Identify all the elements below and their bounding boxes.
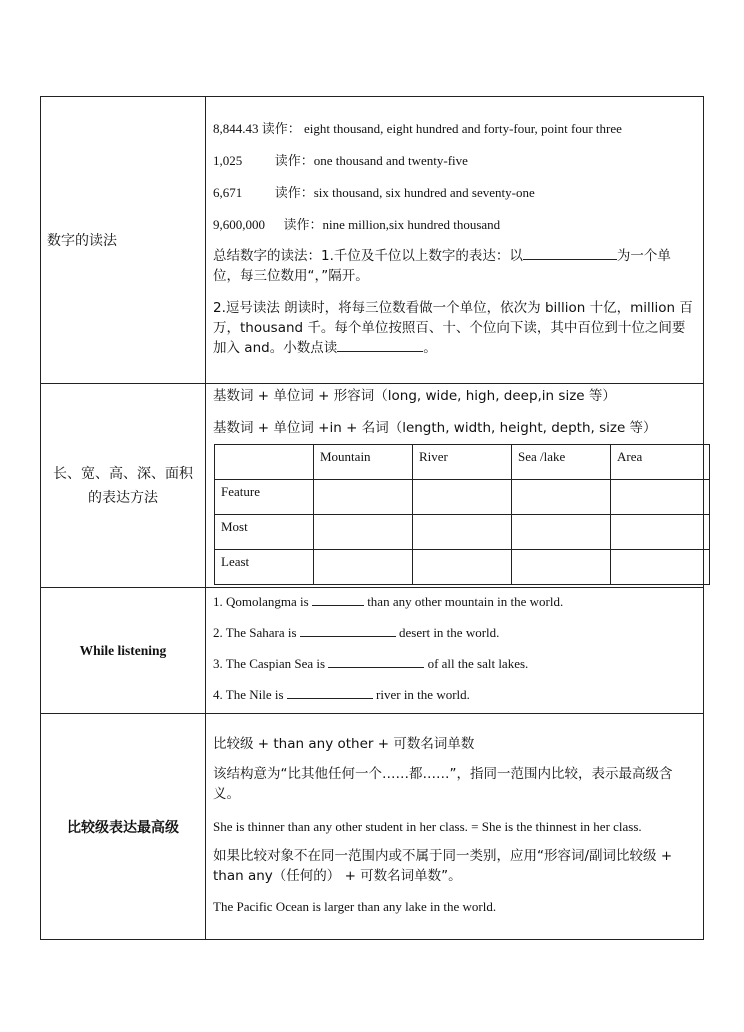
fill-in-blank: [523, 247, 617, 260]
dimensions-content: [206, 384, 704, 588]
header-sea-lake: Sea /lake: [512, 445, 611, 480]
summary-rule-2-tail: 。: [423, 339, 437, 356]
empty-cell: [512, 480, 611, 515]
row-while-listening: [41, 588, 704, 714]
feature-table-corner: [215, 445, 314, 480]
question-1: [213, 593, 697, 611]
fill-in-blank: [300, 624, 396, 637]
empty-cell: [611, 480, 710, 515]
example-1025: [213, 152, 697, 170]
row-label-dimensions: 长、宽、高、深、面积的表达方法: [41, 384, 206, 588]
dimension-rule-2: 基数词 + 单位词 +in + 名词（length, width, height, depth, size 等）: [213, 420, 657, 436]
empty-cell: [512, 550, 611, 585]
question-3-start: 3. The Caspian Sea is: [213, 656, 326, 671]
row-least: Least: [215, 550, 314, 585]
example-9600000-reading: 读作：nine million,six hundred thousand: [283, 216, 501, 232]
empty-cell: [611, 515, 710, 550]
example-1025-reading: 读作：one thousand and twenty-five: [274, 152, 468, 168]
row-feature: Feature: [215, 480, 314, 515]
empty-cell: [413, 550, 512, 585]
empty-cell: [512, 515, 611, 550]
fill-in-blank: [312, 593, 364, 606]
row-dimensions: [41, 384, 704, 588]
summary-rule-1: [213, 246, 697, 286]
example-8844: 8,844.43 读作： eight thousand, eight hundred and forty-four, point four three: [213, 120, 622, 136]
row-label-number-reading: 数字的读法: [41, 97, 206, 384]
table-row: [215, 550, 710, 585]
example-9600000-number: 9,600,000: [213, 216, 265, 232]
feature-table: [214, 444, 710, 585]
fill-in-blank: [287, 686, 373, 699]
question-2-end: desert in the world.: [399, 625, 500, 640]
question-4: [213, 686, 697, 704]
question-4-start: 4. The Nile is: [213, 687, 284, 702]
summary-rule-2: [213, 298, 697, 358]
question-1-end: than any other mountain in the world.: [367, 594, 564, 609]
question-2: [213, 624, 697, 642]
question-3-end: of all the salt lakes.: [427, 656, 529, 671]
example-6671: [213, 184, 697, 202]
listening-content: [206, 588, 704, 714]
question-3: [213, 655, 697, 673]
empty-cell: [314, 480, 413, 515]
example-6671-reading: 读作：six thousand, six hundred and seventy-one: [274, 184, 535, 200]
question-1-start: 1. Qomolangma is: [213, 594, 309, 609]
comparative-example-1: She is thinner than any other student in her class. = She is the thinnest in her class.: [213, 818, 642, 834]
example-1025-number: 1,025: [213, 152, 243, 168]
row-number-reading: [41, 97, 704, 384]
comparative-rule-different-category: 如果比较对象不在同一范围内或不属于同一类别，应用“形容词/副词比较级 + than any（任何的） + 可数名词单数”。: [213, 847, 673, 884]
empty-cell: [314, 515, 413, 550]
summary-rule-1-text: 总结数字的读法：1.千位及千位以上数字的表达：以: [213, 247, 523, 264]
feature-table-header: [215, 445, 710, 480]
empty-cell: [413, 480, 512, 515]
empty-cell: [413, 515, 512, 550]
row-most: Most: [215, 515, 314, 550]
table-row: [215, 480, 710, 515]
header-area: Area: [611, 445, 710, 480]
comparative-content: [206, 714, 704, 940]
table-row: [215, 515, 710, 550]
empty-cell: [611, 550, 710, 585]
header-mountain: Mountain: [314, 445, 413, 480]
row-label-while-listening: While listening: [41, 588, 206, 714]
example-6671-number: 6,671: [213, 184, 243, 200]
row-comparative-superlative: [41, 714, 704, 940]
number-reading-content: [206, 97, 704, 384]
question-4-end: river in the world.: [376, 687, 470, 702]
example-9600000: [213, 216, 697, 234]
row-label-comparative: 比较级表达最高级: [41, 714, 206, 940]
comparative-example-2: The Pacific Ocean is larger than any lake in the world.: [213, 898, 497, 914]
empty-cell: [314, 550, 413, 585]
header-river: River: [413, 445, 512, 480]
question-2-start: 2. The Sahara is: [213, 625, 297, 640]
comparative-rule: 比较级 + than any other + 可数名词单数: [213, 735, 475, 752]
worksheet-table: [40, 96, 704, 940]
dimension-rule-1: 基数词 + 单位词 + 形容词（long, wide, high, deep,in size 等）: [213, 388, 616, 404]
comparative-meaning: 该结构意为“比其他任何一个……都……”，指同一范围内比较，表示最高级含义。: [213, 765, 673, 802]
fill-in-blank: [337, 339, 423, 352]
fill-in-blank: [328, 655, 424, 668]
summary-rule-2-text: 2.逗号读法 朗读时，将每三位数看做一个单位，依次为 billion 十亿，million 百万，thousand 千。每个单位按照百、十、个位向下读，其中百位到十位之间要加入 and。小数点读: [213, 299, 693, 356]
summary-rule-1-tail: 为一个单位，每三位数用“，”隔开。: [213, 247, 671, 284]
